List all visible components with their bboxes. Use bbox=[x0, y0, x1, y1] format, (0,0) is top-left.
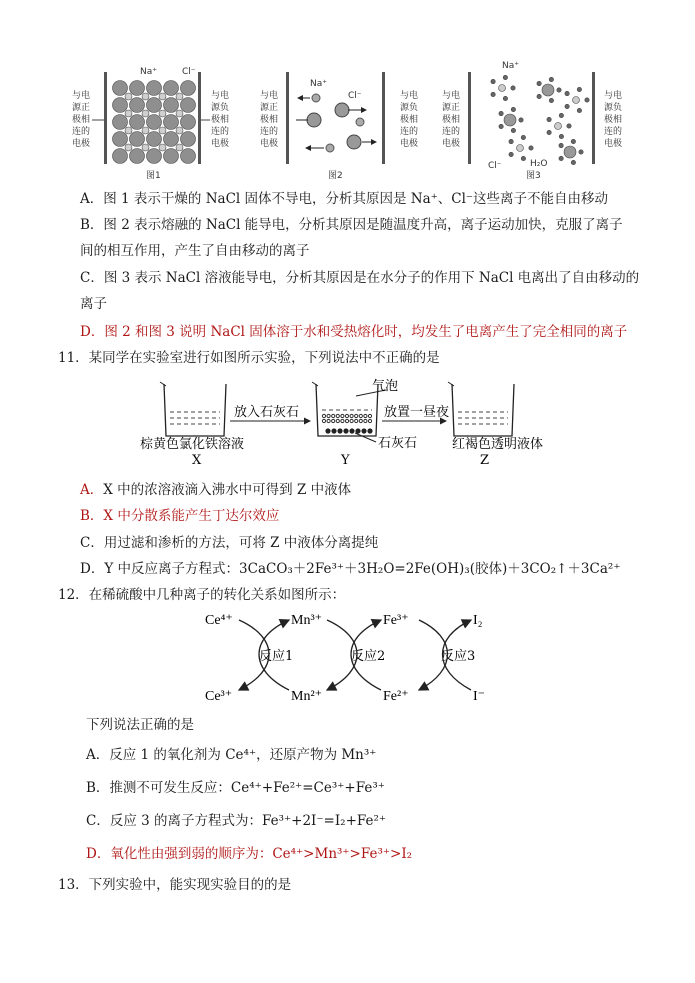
reaction-2-label: 反应2 bbox=[351, 649, 386, 664]
bubble bbox=[368, 419, 371, 422]
na-ion bbox=[159, 110, 166, 117]
water-molecule bbox=[537, 81, 541, 85]
bubble bbox=[345, 414, 348, 417]
water-molecule bbox=[559, 113, 563, 117]
cl-ion bbox=[181, 132, 196, 147]
cl-ion bbox=[164, 149, 179, 164]
electrode bbox=[286, 72, 289, 164]
na-ion bbox=[176, 110, 183, 117]
cl-ion bbox=[130, 98, 145, 113]
water-molecule bbox=[559, 134, 563, 138]
side-label: 极相 bbox=[442, 115, 461, 125]
na-ion bbox=[142, 110, 149, 117]
reaction-1-label: 反应1 bbox=[259, 649, 294, 664]
water-molecule bbox=[503, 75, 507, 79]
side-label: 与电 bbox=[260, 91, 279, 101]
bubble bbox=[359, 419, 362, 422]
q12-option-c: C．反应 3 的离子方程式为：Fe³⁺+2I⁻=I₂+Fe²⁺ bbox=[86, 813, 387, 829]
bubble bbox=[350, 414, 353, 417]
side-label: 连的 bbox=[400, 127, 419, 137]
ion-lattice bbox=[113, 81, 196, 164]
side-label: 连的 bbox=[604, 127, 623, 137]
ion-i-minus: I⁻ bbox=[473, 689, 486, 704]
h2o-label: H₂O bbox=[530, 159, 548, 169]
water-molecule bbox=[559, 143, 563, 147]
na-ion bbox=[517, 145, 524, 152]
water-molecule bbox=[537, 94, 541, 98]
q10-option-b-cont: 间的相互作用，产生了自由移动的离子 bbox=[80, 243, 310, 259]
side-label: 源正 bbox=[442, 103, 461, 113]
bubble bbox=[336, 414, 339, 417]
cl-ion bbox=[181, 98, 196, 113]
cl-ion bbox=[130, 132, 145, 147]
na-ion bbox=[159, 144, 166, 151]
cl-ion bbox=[164, 81, 179, 96]
side-label: 电极 bbox=[260, 139, 279, 149]
bubble bbox=[345, 419, 348, 422]
water-molecule bbox=[503, 96, 507, 100]
cl-ion bbox=[181, 81, 196, 96]
figure-1-dry-nacl bbox=[72, 67, 229, 181]
label-ferric-chloride: 棕黄色氯化铁溶液 bbox=[140, 437, 245, 452]
cl-ion bbox=[542, 84, 554, 96]
label-bubble: 气泡 bbox=[372, 379, 399, 394]
side-label: 极相 bbox=[260, 115, 279, 125]
figure-2-molten-nacl bbox=[260, 72, 418, 181]
side-label: 与电 bbox=[211, 91, 230, 101]
side-label: 连的 bbox=[442, 127, 461, 137]
ion-fe2: Fe²⁺ bbox=[383, 689, 409, 704]
q10-option-a: A．图 1 表示干燥的 NaCl 固体不导电，分析其原因是 Na⁺、Cl⁻这些离子不能自由移动 bbox=[80, 191, 609, 207]
label-red-brown-liquid: 红褐色透明液体 bbox=[452, 437, 544, 452]
ion-fe3: Fe³⁺ bbox=[383, 613, 409, 628]
cl-ion bbox=[130, 115, 145, 130]
na-label: Na⁺ bbox=[140, 67, 157, 77]
na-ion bbox=[125, 93, 132, 100]
side-label: 源负 bbox=[211, 103, 230, 113]
electrode bbox=[468, 72, 471, 164]
beaker-z bbox=[448, 382, 514, 436]
side-label: 源正 bbox=[72, 103, 91, 113]
bubble bbox=[322, 419, 325, 422]
limestone-piece bbox=[355, 428, 360, 433]
side-label: 电极 bbox=[442, 139, 461, 149]
water-molecule bbox=[567, 124, 571, 128]
bubble bbox=[327, 419, 330, 422]
cl-ion bbox=[164, 115, 179, 130]
water-molecule bbox=[549, 98, 553, 102]
bubble bbox=[332, 414, 335, 417]
water-molecule bbox=[521, 156, 525, 160]
bubble bbox=[355, 419, 358, 422]
na-ion bbox=[159, 93, 166, 100]
side-label: 电极 bbox=[211, 139, 230, 149]
water-molecule bbox=[565, 91, 569, 95]
water-molecule bbox=[491, 79, 495, 83]
water-molecule bbox=[577, 87, 581, 91]
redox-cycle-figure bbox=[195, 604, 505, 704]
na-ion bbox=[176, 144, 183, 151]
side-label: 极相 bbox=[211, 115, 230, 125]
limestone-piece bbox=[349, 428, 354, 433]
na-ion bbox=[176, 93, 183, 100]
water-molecule bbox=[571, 139, 575, 143]
q12-option-d: D．氧化性由强到弱的顺序为：Ce⁴⁺>Mn³⁺>Fe³⁺>I₂ bbox=[86, 846, 413, 862]
side-label: 与电 bbox=[400, 91, 419, 101]
water-molecule bbox=[547, 130, 551, 134]
water-molecule bbox=[547, 117, 551, 121]
label-limestone: 石灰石 bbox=[378, 436, 418, 451]
bubble bbox=[368, 414, 371, 417]
cl-label: Cl⁻ bbox=[348, 91, 362, 101]
na-ion bbox=[555, 123, 562, 130]
side-label: 与电 bbox=[72, 91, 91, 101]
na-ion bbox=[499, 85, 506, 92]
figure-caption: 图3 bbox=[526, 171, 541, 181]
label-z: Z bbox=[480, 453, 490, 466]
limestone-piece bbox=[325, 428, 330, 433]
hydrated-ions bbox=[491, 75, 589, 164]
bubble bbox=[341, 419, 344, 422]
side-label: 电极 bbox=[400, 139, 419, 149]
side-label: 极相 bbox=[400, 115, 419, 125]
ion-mn2: Mn²⁺ bbox=[291, 689, 323, 704]
electrode bbox=[104, 72, 107, 164]
water-molecule bbox=[529, 146, 533, 150]
na-ion bbox=[159, 127, 166, 134]
bubble bbox=[355, 414, 358, 417]
limestone-piece bbox=[361, 428, 366, 433]
bubble bbox=[327, 414, 330, 417]
cl-ion bbox=[147, 149, 162, 164]
q12-option-b: B．推测不可发生反应：Ce⁴⁺+Fe²⁺=Ce³⁺+Fe³⁺ bbox=[86, 780, 385, 796]
q12-stem: 12．在稀硫酸中几种离子的转化关系如图所示： bbox=[58, 587, 346, 603]
bubble bbox=[359, 414, 362, 417]
side-label: 与电 bbox=[604, 91, 623, 101]
cl-label: Cl⁻ bbox=[182, 67, 196, 77]
water-molecule bbox=[511, 107, 515, 111]
bubble bbox=[336, 419, 339, 422]
water-molecule bbox=[509, 139, 513, 143]
cl-label: Cl⁻ bbox=[488, 161, 502, 171]
bubble bbox=[350, 419, 353, 422]
q10-option-b: B．图 2 表示熔融的 NaCl 能导电，分析其原因是随温度升高，离子运动加快，克服了离子 bbox=[80, 217, 623, 233]
cl-ion bbox=[164, 98, 179, 113]
ferric-chloride-experiment-figure bbox=[140, 376, 580, 466]
na-ion bbox=[125, 144, 132, 151]
side-label: 源负 bbox=[400, 103, 419, 113]
bubble bbox=[341, 414, 344, 417]
water-molecule bbox=[499, 124, 503, 128]
na-ion bbox=[142, 127, 149, 134]
leader-line bbox=[355, 433, 376, 442]
bubble bbox=[322, 414, 325, 417]
cl-ion bbox=[181, 149, 196, 164]
na-ion bbox=[573, 97, 580, 104]
na-ion bbox=[125, 127, 132, 134]
bubble bbox=[364, 419, 367, 422]
figure-3-nacl-solution bbox=[442, 61, 622, 181]
label-y: Y bbox=[341, 453, 350, 466]
q12-option-a: A．反应 1 的氧化剂为 Ce⁴⁺，还原产物为 Mn³⁺ bbox=[86, 747, 377, 763]
limestone-piece bbox=[331, 428, 336, 433]
cl-ion bbox=[147, 132, 162, 147]
q11-option-c: C．用过滤和渗析的方法，可将 Z 中液体分离提纯 bbox=[80, 535, 379, 551]
electrode bbox=[198, 72, 201, 164]
limestone-piece bbox=[367, 428, 372, 433]
side-label: 极相 bbox=[604, 115, 623, 125]
cl-ion bbox=[147, 98, 162, 113]
water-molecule bbox=[565, 104, 569, 108]
cl-ion bbox=[147, 81, 162, 96]
water-molecule bbox=[577, 108, 581, 112]
side-label: 极相 bbox=[72, 115, 91, 125]
ion-ce3: Ce³⁺ bbox=[205, 689, 233, 704]
side-label: 电极 bbox=[72, 139, 91, 149]
na-ion bbox=[125, 110, 132, 117]
water-molecule bbox=[559, 156, 563, 160]
q10-option-c-cont: 离子 bbox=[80, 296, 107, 312]
water-molecule bbox=[511, 86, 515, 90]
bubble bbox=[332, 419, 335, 422]
nacl-conductivity-figure bbox=[70, 60, 630, 185]
water-molecule bbox=[519, 118, 523, 122]
label-overnight: 放置一昼夜 bbox=[384, 405, 450, 420]
q11-option-a bbox=[80, 481, 351, 499]
q11-option-d: D．Y 中反应离子方程式：3CaCO₃＋2Fe³⁺＋3H₂O=2Fe(OH)₃(胶体)＋3CO₂↑＋3Ca²⁺ bbox=[80, 561, 621, 577]
water-molecule bbox=[549, 77, 553, 81]
figure-caption: 图2 bbox=[328, 171, 343, 181]
limestone-piece bbox=[343, 428, 348, 433]
cl-ion bbox=[113, 149, 128, 164]
water-molecule bbox=[491, 92, 495, 96]
water-molecule bbox=[521, 135, 525, 139]
cl-ion bbox=[564, 146, 576, 158]
side-label: 源负 bbox=[604, 103, 623, 113]
beaker-x bbox=[160, 382, 226, 436]
water-molecule bbox=[511, 128, 515, 132]
side-label: 与电 bbox=[442, 91, 461, 101]
electrode bbox=[382, 72, 385, 164]
water-molecule bbox=[557, 88, 561, 92]
cl-ion bbox=[113, 132, 128, 147]
bubble bbox=[364, 414, 367, 417]
side-label: 电极 bbox=[604, 139, 623, 149]
na-label: Na⁺ bbox=[310, 79, 327, 89]
ion-i2: I₂ bbox=[473, 613, 483, 628]
na-ion bbox=[176, 127, 183, 134]
ion-mn3: Mn³⁺ bbox=[291, 613, 323, 628]
q12-substem: 下列说法正确的是 bbox=[86, 717, 194, 733]
q13-stem: 13．下列实验中，能实现实验目的的是 bbox=[58, 877, 292, 893]
cl-ion bbox=[113, 115, 128, 130]
reaction-3-label: 反应3 bbox=[441, 649, 476, 664]
q11-option-b: B．X 中分散系能产生丁达尔效应 bbox=[80, 508, 280, 524]
electrode bbox=[592, 72, 595, 164]
limestone-pieces bbox=[325, 428, 372, 433]
cl-ion bbox=[130, 81, 145, 96]
cl-ion bbox=[181, 115, 196, 130]
side-label: 连的 bbox=[260, 127, 279, 137]
side-label: 连的 bbox=[211, 127, 230, 137]
water-molecule bbox=[499, 111, 503, 115]
cl-ion bbox=[130, 149, 145, 164]
label-x: X bbox=[192, 453, 202, 466]
water-molecule bbox=[509, 152, 513, 156]
beaker-y bbox=[312, 382, 378, 436]
water-molecule bbox=[579, 150, 583, 154]
q11-option-a-letter: A． bbox=[80, 482, 104, 498]
q10-option-d: D．图 2 和图 3 说明 NaCl 固体溶于水和受热熔化时，均发生了电离产生了完全相同的离子 bbox=[80, 324, 628, 340]
cl-ion bbox=[164, 132, 179, 147]
q11-stem: 11．某同学在实验室进行如图所示实验，下列说法中不正确的是 bbox=[58, 350, 440, 366]
side-label: 源正 bbox=[260, 103, 279, 113]
na-label: Na⁺ bbox=[502, 61, 519, 71]
na-ion bbox=[142, 144, 149, 151]
cl-ion bbox=[113, 98, 128, 113]
cl-ion bbox=[113, 81, 128, 96]
q10-option-c: C．图 3 表示 NaCl 溶液能导电，分析其原因是在水分子的作用下 NaCl 电离出了自由移动的 bbox=[80, 270, 640, 286]
water-molecule bbox=[571, 160, 575, 164]
cl-ion bbox=[147, 115, 162, 130]
side-label: 连的 bbox=[72, 127, 91, 137]
na-ion bbox=[142, 93, 149, 100]
bubbles bbox=[322, 414, 371, 422]
cl-ion bbox=[504, 114, 516, 126]
ion-ce4: Ce⁴⁺ bbox=[205, 613, 233, 628]
label-add-limestone: 放入石灰石 bbox=[234, 405, 300, 420]
limestone-piece bbox=[337, 428, 342, 433]
figure-caption: 图1 bbox=[146, 171, 161, 181]
q11-option-a-text: X 中的浓溶液滴入沸水中可得到 Z 中液体 bbox=[103, 482, 352, 498]
water-molecule bbox=[585, 98, 589, 102]
